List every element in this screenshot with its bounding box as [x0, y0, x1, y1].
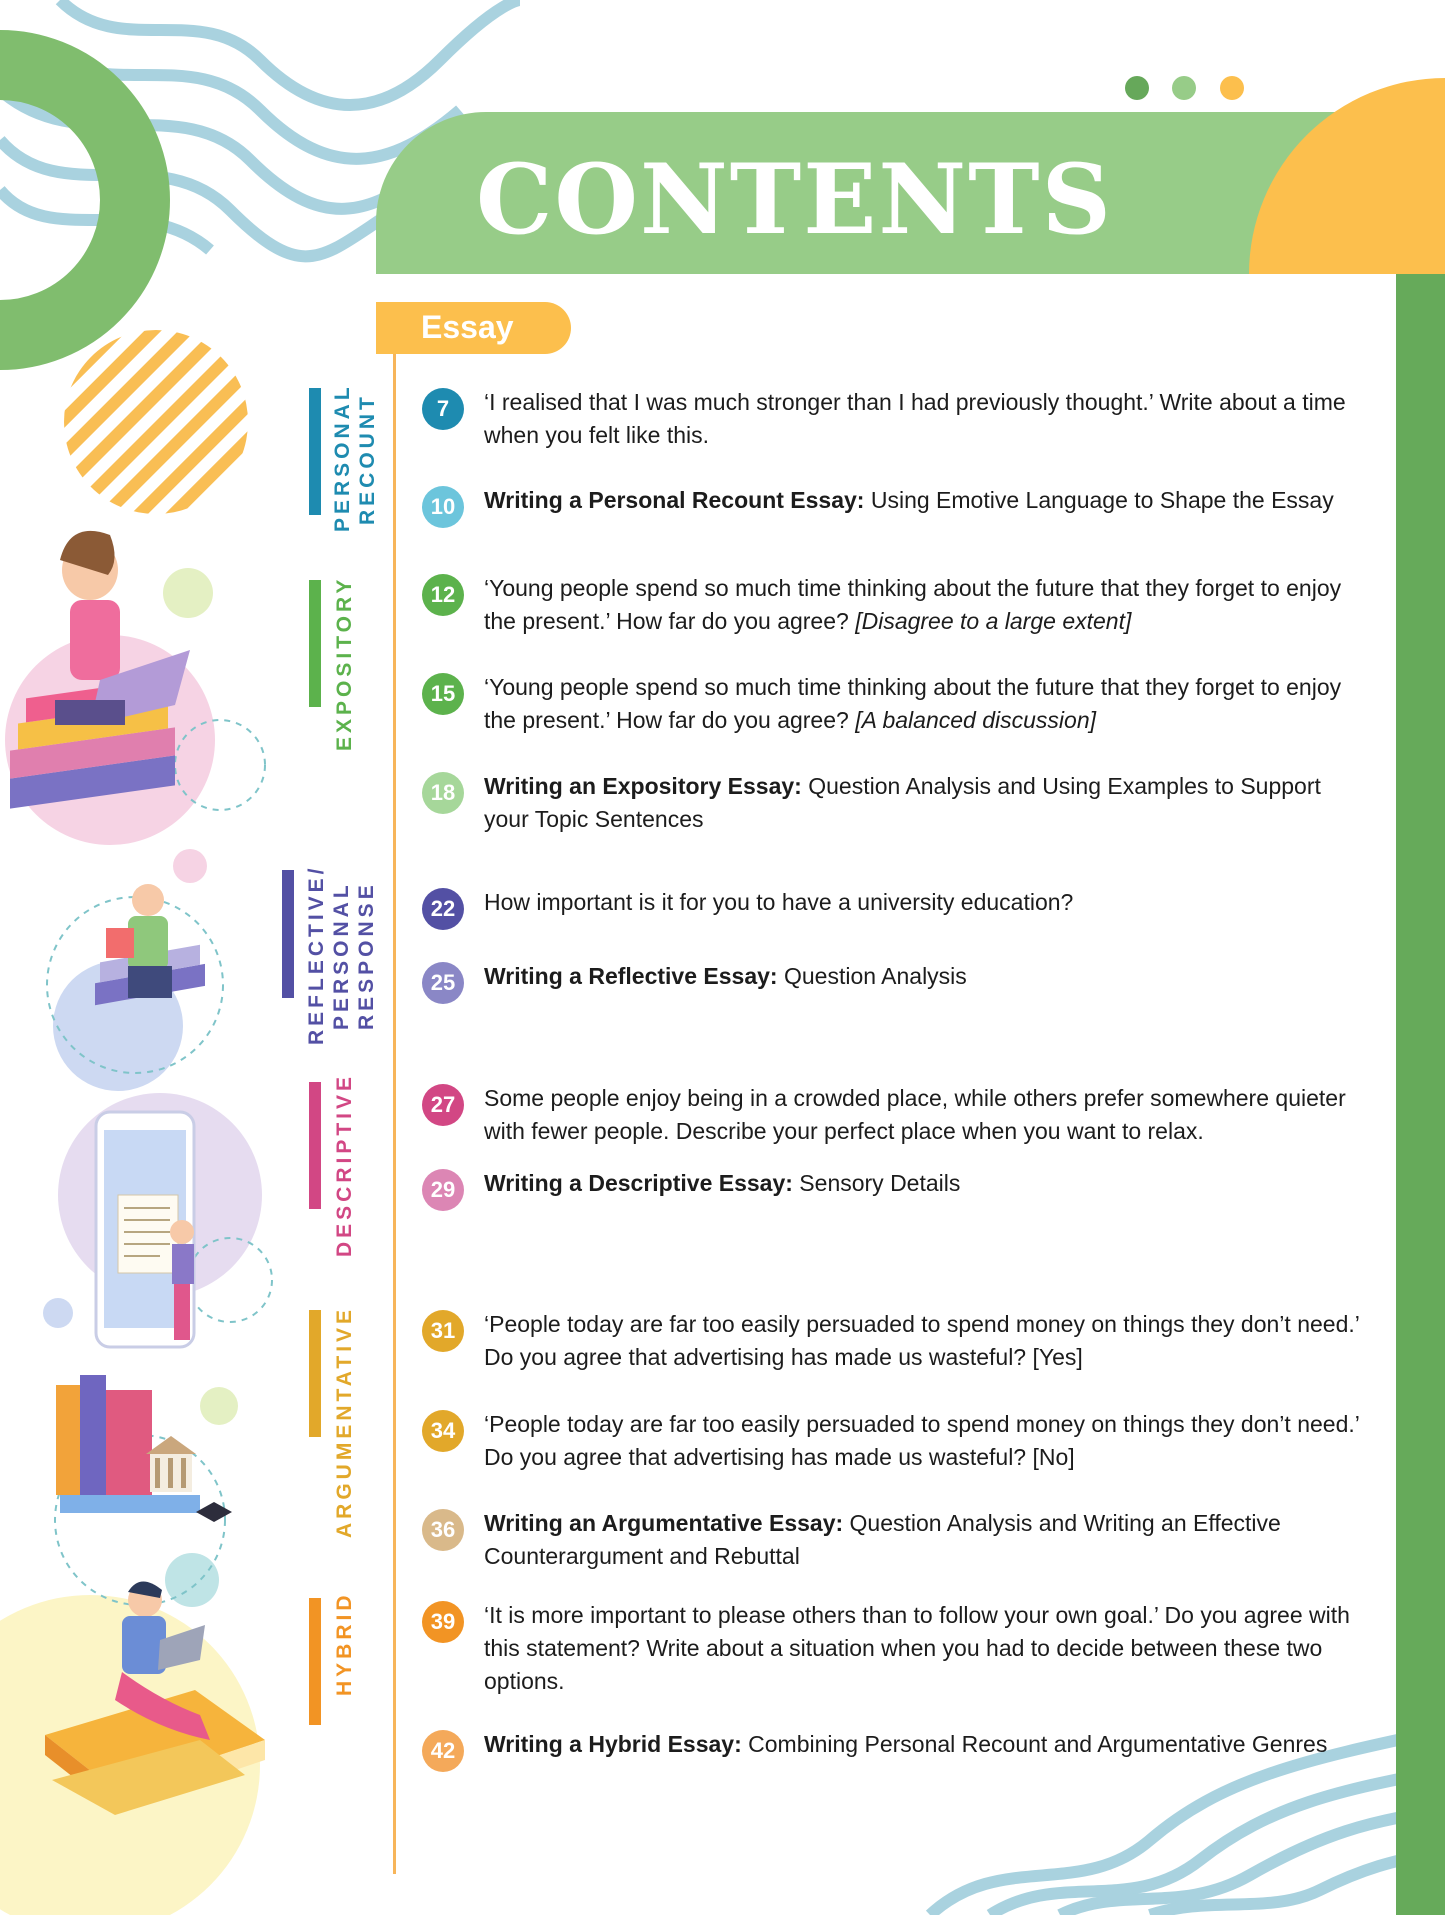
- phone-reader-illustration: [96, 1112, 194, 1347]
- category-bar-argumentative: [309, 1310, 321, 1437]
- entry-description: Some people enjoy being in a crowded place, while others prefer somewhere quieter with fewer people. Describe your perfect place when you want to relax.: [484, 1085, 1346, 1144]
- entry-text: [484, 1728, 1364, 1761]
- category-argumentative: ARGUMENTATIVE: [333, 1305, 356, 1538]
- yellow-half-circle: [1178, 40, 1445, 274]
- category-bar-personal-recount: [309, 388, 321, 515]
- page-number-badge: 27: [422, 1084, 464, 1126]
- entry-text: [484, 1599, 1364, 1698]
- entry-description: Combining Personal Recount and Argumentative Genres: [741, 1731, 1328, 1757]
- entry-heading: Writing a Reflective Essay:: [484, 963, 778, 989]
- category-reflective: REFLECTIVE/ PERSONAL RESPONSE: [305, 864, 378, 1045]
- entry-heading: Writing a Descriptive Essay:: [484, 1170, 793, 1196]
- entry-description: How important is it for you to have a university education?: [484, 889, 1074, 915]
- category-bar-reflective: [282, 870, 294, 998]
- entry-text: [484, 770, 1364, 836]
- category-bar-hybrid: [309, 1598, 321, 1725]
- section-label-text: Essay: [421, 309, 514, 345]
- entry-description: ‘I realised that I was much stronger than I had previously thought.’ Write about a time when you felt like this.: [484, 389, 1346, 448]
- page-number-badge: 36: [422, 1509, 464, 1551]
- dot-dark-green: [1125, 76, 1149, 100]
- entry-heading: Writing an Expository Essay:: [484, 773, 802, 799]
- entry-text: [484, 1507, 1364, 1573]
- category-hybrid: HYBRID: [333, 1591, 356, 1696]
- page-number-badge: 31: [422, 1310, 464, 1352]
- page-number-badge: 25: [422, 962, 464, 1004]
- entry-stance: [Disagree to a large extent]: [855, 608, 1132, 634]
- entry-text: [484, 1408, 1364, 1474]
- page-number-badge: 29: [422, 1169, 464, 1211]
- entry-text: [484, 1308, 1364, 1374]
- entry-description: ‘Young people spend so much time thinking about the future that they forget to enjoy the present.’ How far do you agree?: [484, 575, 1342, 634]
- entry-description: ‘It is more important to please others than to follow your own goal.’ Do you agree with this statement? Write about a situation when you had to decide between these two options.: [484, 1602, 1350, 1694]
- entry-text: [484, 484, 1364, 517]
- category-expository: EXPOSITORY: [333, 575, 356, 751]
- entry-description: ‘People today are far too easily persuaded to spend money on things they don’t need.’ Do you agree that advertising has made us wasteful? [Yes]: [484, 1311, 1360, 1370]
- entry-heading: Writing a Hybrid Essay:: [484, 1731, 742, 1757]
- category-bar-descriptive: [309, 1082, 321, 1209]
- category-bar-expository: [309, 580, 321, 707]
- entry-text: [484, 1167, 1364, 1200]
- entry-text: [484, 386, 1364, 452]
- page-number-badge: 39: [422, 1601, 464, 1643]
- entry-description: Using Emotive Language to Shape the Essay: [864, 487, 1334, 513]
- entry-text: [484, 671, 1364, 737]
- entry-text: [484, 886, 1364, 919]
- striped-circle: [60, 326, 256, 522]
- page-number-badge: 15: [422, 673, 464, 715]
- page-number-badge: 22: [422, 888, 464, 930]
- page-number-badge: 10: [422, 486, 464, 528]
- entry-text: [484, 572, 1364, 638]
- entry-text: [484, 1082, 1364, 1148]
- entry-stance: [A balanced discussion]: [855, 707, 1096, 733]
- entry-heading: Writing an Argumentative Essay:: [484, 1510, 844, 1536]
- page-number-badge: 42: [422, 1730, 464, 1772]
- entry-heading: Writing a Personal Recount Essay:: [484, 487, 865, 513]
- entry-description: ‘Young people spend so much time thinking about the future that they forget to enjoy the present.’ How far do you agree?: [484, 674, 1342, 733]
- entry-text: [484, 960, 1364, 993]
- page-number-badge: 18: [422, 772, 464, 814]
- page-number-badge: 34: [422, 1410, 464, 1452]
- page-number-badge: 7: [422, 388, 464, 430]
- category-descriptive: DESCRIPTIVE: [333, 1072, 356, 1257]
- entry-description: Sensory Details: [792, 1170, 961, 1196]
- page-number-badge: 12: [422, 574, 464, 616]
- category-personal-recount: PERSONAL RECOUNT: [331, 383, 379, 532]
- entry-description: ‘People today are far too easily persuaded to spend money on things they don’t need.’ Do you agree that advertising has made us wasteful? [No]: [484, 1411, 1360, 1470]
- right-green-bar: [1396, 274, 1445, 1915]
- student-reading-illustration: [95, 884, 205, 1005]
- timeline-line: [393, 354, 396, 1874]
- entry-description: Question Analysis: [777, 963, 967, 989]
- entry-description: Question Analysis and Using Examples to Support your Topic Sentences: [484, 773, 1321, 832]
- page-title: CONTENTS: [476, 143, 1113, 256]
- section-label: [376, 302, 571, 354]
- entry-description: Question Analysis and Writing an Effective Counterargument and Rebuttal: [484, 1510, 1281, 1569]
